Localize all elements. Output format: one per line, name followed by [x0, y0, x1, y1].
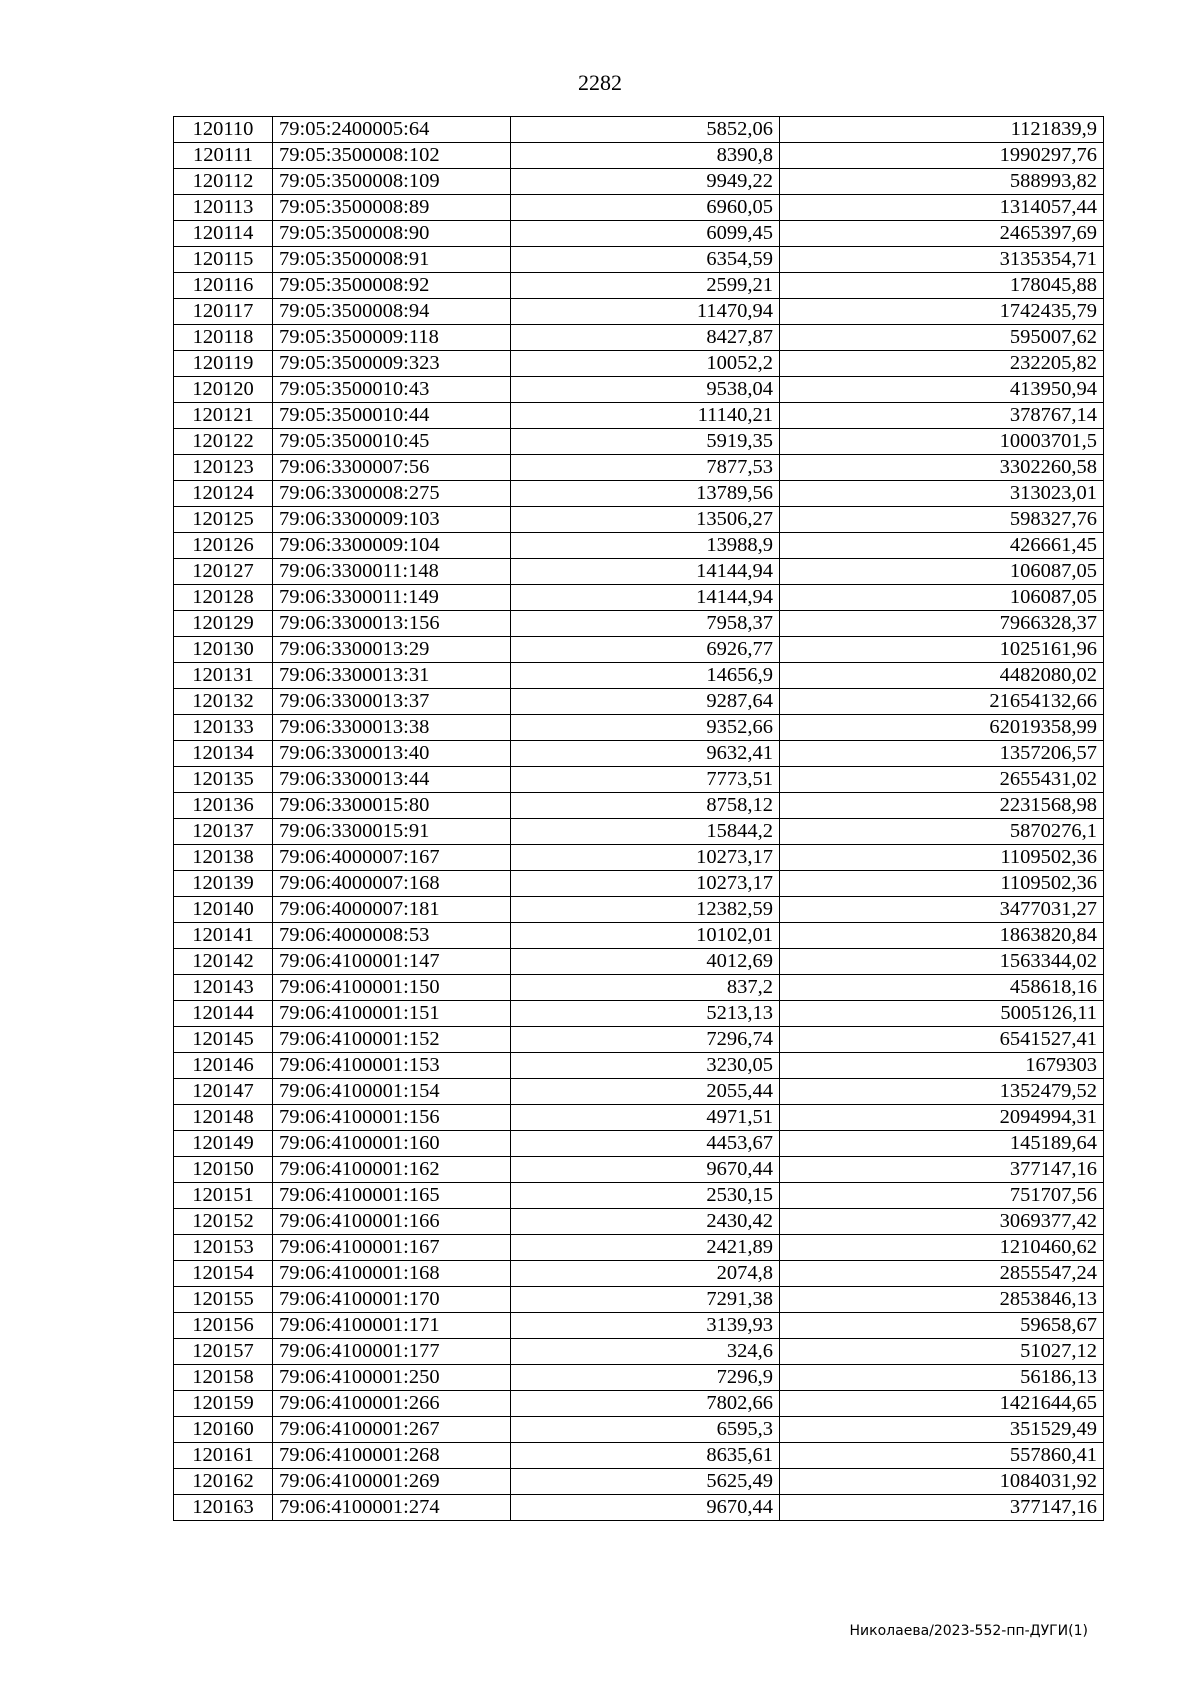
value-cell: 1121839,9 [780, 117, 1104, 143]
table-row [174, 663, 1104, 689]
cadastral-number-cell: 79:06:4100001:160 [273, 1131, 511, 1157]
value-cell: 1025161,96 [780, 637, 1104, 663]
cadastral-number-cell: 79:05:3500009:323 [273, 351, 511, 377]
row-number-cell: 120138 [174, 845, 273, 871]
area-cell: 2055,44 [511, 1079, 780, 1105]
cadastral-number-cell: 79:05:3500008:89 [273, 195, 511, 221]
table-row [174, 585, 1104, 611]
value-cell: 2094994,31 [780, 1105, 1104, 1131]
row-number-cell: 120158 [174, 1365, 273, 1391]
table-row [174, 1209, 1104, 1235]
table-row [174, 689, 1104, 715]
cadastral-number-cell: 79:06:3300007:56 [273, 455, 511, 481]
value-cell: 1109502,36 [780, 871, 1104, 897]
table-row [174, 1235, 1104, 1261]
cadastral-number-cell: 79:06:3300008:275 [273, 481, 511, 507]
row-number-cell: 120116 [174, 273, 273, 299]
area-cell: 11140,21 [511, 403, 780, 429]
table-row [174, 1079, 1104, 1105]
row-number-cell: 120111 [174, 143, 273, 169]
area-cell: 8758,12 [511, 793, 780, 819]
table-row [174, 1053, 1104, 1079]
table-row [174, 715, 1104, 741]
row-number-cell: 120128 [174, 585, 273, 611]
table-row [174, 1495, 1104, 1521]
cadastral-number-cell: 79:05:3500009:118 [273, 325, 511, 351]
row-number-cell: 120151 [174, 1183, 273, 1209]
table-row [174, 481, 1104, 507]
area-cell: 6960,05 [511, 195, 780, 221]
value-cell: 2855547,24 [780, 1261, 1104, 1287]
value-cell: 426661,45 [780, 533, 1104, 559]
table-row [174, 429, 1104, 455]
value-cell: 751707,56 [780, 1183, 1104, 1209]
table-body [174, 117, 1104, 1521]
row-number-cell: 120150 [174, 1157, 273, 1183]
row-number-cell: 120132 [174, 689, 273, 715]
table-row [174, 741, 1104, 767]
value-cell: 106087,05 [780, 559, 1104, 585]
table-row [174, 871, 1104, 897]
area-cell: 10102,01 [511, 923, 780, 949]
value-cell: 1742435,79 [780, 299, 1104, 325]
area-cell: 8635,61 [511, 1443, 780, 1469]
table-row [174, 637, 1104, 663]
cadastral-number-cell: 79:06:4000007:181 [273, 897, 511, 923]
area-cell: 7773,51 [511, 767, 780, 793]
row-number-cell: 120155 [174, 1287, 273, 1313]
row-number-cell: 120156 [174, 1313, 273, 1339]
area-cell: 7296,9 [511, 1365, 780, 1391]
value-cell: 1210460,62 [780, 1235, 1104, 1261]
table-row [174, 533, 1104, 559]
cadastral-number-cell: 79:05:3500010:43 [273, 377, 511, 403]
area-cell: 7802,66 [511, 1391, 780, 1417]
value-cell: 5005126,11 [780, 1001, 1104, 1027]
page-number: 2282 [578, 70, 622, 95]
row-number-cell: 120133 [174, 715, 273, 741]
footer-reference: Николаева/2023-552-пп-ДУГИ(1) [849, 1623, 1088, 1639]
table-row [174, 507, 1104, 533]
row-number-cell: 120163 [174, 1495, 273, 1521]
value-cell: 2853846,13 [780, 1287, 1104, 1313]
table-row [174, 949, 1104, 975]
table-row [174, 1261, 1104, 1287]
value-cell: 2465397,69 [780, 221, 1104, 247]
row-number-cell: 120120 [174, 377, 273, 403]
value-cell: 7966328,37 [780, 611, 1104, 637]
value-cell: 313023,01 [780, 481, 1104, 507]
area-cell: 6354,59 [511, 247, 780, 273]
cadastral-number-cell: 79:06:4100001:147 [273, 949, 511, 975]
table-row [174, 1339, 1104, 1365]
cadastral-number-cell: 79:06:4100001:266 [273, 1391, 511, 1417]
value-cell: 3135354,71 [780, 247, 1104, 273]
value-cell: 59658,67 [780, 1313, 1104, 1339]
table-row [174, 403, 1104, 429]
row-number-cell: 120112 [174, 169, 273, 195]
value-cell: 1990297,76 [780, 143, 1104, 169]
row-number-cell: 120135 [174, 767, 273, 793]
cadastral-number-cell: 79:06:4100001:151 [273, 1001, 511, 1027]
area-cell: 7296,74 [511, 1027, 780, 1053]
value-cell: 56186,13 [780, 1365, 1104, 1391]
cadastral-number-cell: 79:06:4100001:268 [273, 1443, 511, 1469]
cadastral-number-cell: 79:06:3300009:104 [273, 533, 511, 559]
row-number-cell: 120134 [174, 741, 273, 767]
table-row [174, 793, 1104, 819]
table-row [174, 195, 1104, 221]
table-row [174, 169, 1104, 195]
cadastral-number-cell: 79:06:4100001:150 [273, 975, 511, 1001]
cadastral-number-cell: 79:06:4100001:267 [273, 1417, 511, 1443]
area-cell: 4971,51 [511, 1105, 780, 1131]
row-number-cell: 120147 [174, 1079, 273, 1105]
area-cell: 7877,53 [511, 455, 780, 481]
table-row [174, 559, 1104, 585]
value-cell: 1109502,36 [780, 845, 1104, 871]
area-cell: 4012,69 [511, 949, 780, 975]
value-cell: 1352479,52 [780, 1079, 1104, 1105]
table-row [174, 1417, 1104, 1443]
row-number-cell: 120117 [174, 299, 273, 325]
area-cell: 7958,37 [511, 611, 780, 637]
row-number-cell: 120159 [174, 1391, 273, 1417]
area-cell: 6926,77 [511, 637, 780, 663]
area-cell: 6595,3 [511, 1417, 780, 1443]
row-number-cell: 120161 [174, 1443, 273, 1469]
data-table [173, 116, 1104, 1521]
cadastral-number-cell: 79:06:3300015:80 [273, 793, 511, 819]
cadastral-number-cell: 79:05:3500010:45 [273, 429, 511, 455]
area-cell: 837,2 [511, 975, 780, 1001]
value-cell: 62019358,99 [780, 715, 1104, 741]
cadastral-number-cell: 79:06:4100001:154 [273, 1079, 511, 1105]
row-number-cell: 120110 [174, 117, 273, 143]
table-row [174, 767, 1104, 793]
cadastral-number-cell: 79:05:3500008:92 [273, 273, 511, 299]
area-cell: 11470,94 [511, 299, 780, 325]
value-cell: 4482080,02 [780, 663, 1104, 689]
value-cell: 3302260,58 [780, 455, 1104, 481]
row-number-cell: 120115 [174, 247, 273, 273]
value-cell: 178045,88 [780, 273, 1104, 299]
value-cell: 378767,14 [780, 403, 1104, 429]
cadastral-number-cell: 79:06:4100001:250 [273, 1365, 511, 1391]
row-number-cell: 120144 [174, 1001, 273, 1027]
table-row [174, 117, 1104, 143]
cadastral-number-cell: 79:05:3500008:94 [273, 299, 511, 325]
cadastral-number-cell: 79:06:4100001:162 [273, 1157, 511, 1183]
value-cell: 145189,64 [780, 1131, 1104, 1157]
row-number-cell: 120145 [174, 1027, 273, 1053]
row-number-cell: 120121 [174, 403, 273, 429]
row-number-cell: 120136 [174, 793, 273, 819]
cadastral-number-cell: 79:06:4100001:152 [273, 1027, 511, 1053]
cadastral-number-cell: 79:06:4100001:153 [273, 1053, 511, 1079]
row-number-cell: 120130 [174, 637, 273, 663]
table-row [174, 247, 1104, 273]
area-cell: 2074,8 [511, 1261, 780, 1287]
cadastral-number-cell: 79:06:3300013:156 [273, 611, 511, 637]
cadastral-number-cell: 79:06:4100001:167 [273, 1235, 511, 1261]
cadastral-number-cell: 79:06:3300013:37 [273, 689, 511, 715]
area-cell: 9287,64 [511, 689, 780, 715]
table-row [174, 273, 1104, 299]
area-cell: 15844,2 [511, 819, 780, 845]
value-cell: 1357206,57 [780, 741, 1104, 767]
cadastral-number-cell: 79:06:3300013:44 [273, 767, 511, 793]
value-cell: 21654132,66 [780, 689, 1104, 715]
table-row [174, 1183, 1104, 1209]
value-cell: 351529,49 [780, 1417, 1104, 1443]
value-cell: 1314057,44 [780, 195, 1104, 221]
cadastral-number-cell: 79:05:3500008:109 [273, 169, 511, 195]
value-cell: 51027,12 [780, 1339, 1104, 1365]
table-row [174, 1391, 1104, 1417]
table-row [174, 611, 1104, 637]
table-row [174, 1131, 1104, 1157]
table-row [174, 1287, 1104, 1313]
cadastral-number-cell: 79:06:4100001:166 [273, 1209, 511, 1235]
value-cell: 557860,41 [780, 1443, 1104, 1469]
area-cell: 3230,05 [511, 1053, 780, 1079]
value-cell: 10003701,5 [780, 429, 1104, 455]
value-cell: 3069377,42 [780, 1209, 1104, 1235]
value-cell: 1084031,92 [780, 1469, 1104, 1495]
area-cell: 9352,66 [511, 715, 780, 741]
value-cell: 413950,94 [780, 377, 1104, 403]
table-row [174, 325, 1104, 351]
area-cell: 2530,15 [511, 1183, 780, 1209]
area-cell: 2599,21 [511, 273, 780, 299]
area-cell: 9670,44 [511, 1495, 780, 1521]
area-cell: 3139,93 [511, 1313, 780, 1339]
cadastral-number-cell: 79:06:4100001:165 [273, 1183, 511, 1209]
cadastral-number-cell: 79:06:4000007:167 [273, 845, 511, 871]
row-number-cell: 120162 [174, 1469, 273, 1495]
area-cell: 6099,45 [511, 221, 780, 247]
value-cell: 377147,16 [780, 1157, 1104, 1183]
area-cell: 10273,17 [511, 845, 780, 871]
cadastral-number-cell: 79:06:4000008:53 [273, 923, 511, 949]
table-row [174, 1365, 1104, 1391]
table-row [174, 377, 1104, 403]
area-cell: 13506,27 [511, 507, 780, 533]
row-number-cell: 120123 [174, 455, 273, 481]
table-row [174, 143, 1104, 169]
value-cell: 2655431,02 [780, 767, 1104, 793]
row-number-cell: 120153 [174, 1235, 273, 1261]
row-number-cell: 120148 [174, 1105, 273, 1131]
area-cell: 10273,17 [511, 871, 780, 897]
table-row [174, 975, 1104, 1001]
table-row [174, 923, 1104, 949]
row-number-cell: 120118 [174, 325, 273, 351]
value-cell: 595007,62 [780, 325, 1104, 351]
table-row [174, 1105, 1104, 1131]
value-cell: 232205,82 [780, 351, 1104, 377]
row-number-cell: 120119 [174, 351, 273, 377]
area-cell: 9949,22 [511, 169, 780, 195]
row-number-cell: 120137 [174, 819, 273, 845]
cadastral-number-cell: 79:05:3500008:102 [273, 143, 511, 169]
cadastral-number-cell: 79:06:3300013:38 [273, 715, 511, 741]
row-number-cell: 120141 [174, 923, 273, 949]
cadastral-number-cell: 79:06:3300011:148 [273, 559, 511, 585]
area-cell: 9670,44 [511, 1157, 780, 1183]
cadastral-number-cell: 79:05:3500008:90 [273, 221, 511, 247]
area-cell: 14144,94 [511, 559, 780, 585]
row-number-cell: 120131 [174, 663, 273, 689]
row-number-cell: 120124 [174, 481, 273, 507]
area-cell: 324,6 [511, 1339, 780, 1365]
area-cell: 5213,13 [511, 1001, 780, 1027]
value-cell: 5870276,1 [780, 819, 1104, 845]
value-cell: 1679303 [780, 1053, 1104, 1079]
cadastral-number-cell: 79:06:3300009:103 [273, 507, 511, 533]
value-cell: 598327,76 [780, 507, 1104, 533]
table-row [174, 897, 1104, 923]
area-cell: 9632,41 [511, 741, 780, 767]
area-cell: 8427,87 [511, 325, 780, 351]
value-cell: 377147,16 [780, 1495, 1104, 1521]
cadastral-number-cell: 79:06:4100001:156 [273, 1105, 511, 1131]
row-number-cell: 120160 [174, 1417, 273, 1443]
area-cell: 4453,67 [511, 1131, 780, 1157]
value-cell: 1563344,02 [780, 949, 1104, 975]
cadastral-number-cell: 79:05:2400005:64 [273, 117, 511, 143]
row-number-cell: 120152 [174, 1209, 273, 1235]
table-row [174, 1469, 1104, 1495]
cadastral-number-cell: 79:06:4100001:177 [273, 1339, 511, 1365]
table-row [174, 1001, 1104, 1027]
cadastral-number-cell: 79:06:4100001:170 [273, 1287, 511, 1313]
row-number-cell: 120126 [174, 533, 273, 559]
cadastral-number-cell: 79:06:3300015:91 [273, 819, 511, 845]
value-cell: 2231568,98 [780, 793, 1104, 819]
area-cell: 14144,94 [511, 585, 780, 611]
value-cell: 6541527,41 [780, 1027, 1104, 1053]
table-row [174, 1157, 1104, 1183]
cadastral-number-cell: 79:06:3300013:31 [273, 663, 511, 689]
table-row [174, 299, 1104, 325]
row-number-cell: 120125 [174, 507, 273, 533]
cadastral-number-cell: 79:06:4000007:168 [273, 871, 511, 897]
area-cell: 12382,59 [511, 897, 780, 923]
area-cell: 14656,9 [511, 663, 780, 689]
cadastral-number-cell: 79:06:3300013:40 [273, 741, 511, 767]
cadastral-number-cell: 79:05:3500010:44 [273, 403, 511, 429]
cadastral-number-cell: 79:06:4100001:269 [273, 1469, 511, 1495]
area-cell: 8390,8 [511, 143, 780, 169]
row-number-cell: 120129 [174, 611, 273, 637]
cadastral-number-cell: 79:06:3300013:29 [273, 637, 511, 663]
area-cell: 13988,9 [511, 533, 780, 559]
value-cell: 106087,05 [780, 585, 1104, 611]
table-row [174, 221, 1104, 247]
cadastral-number-cell: 79:06:3300011:149 [273, 585, 511, 611]
table-row [174, 351, 1104, 377]
row-number-cell: 120122 [174, 429, 273, 455]
area-cell: 2421,89 [511, 1235, 780, 1261]
value-cell: 3477031,27 [780, 897, 1104, 923]
row-number-cell: 120149 [174, 1131, 273, 1157]
row-number-cell: 120113 [174, 195, 273, 221]
value-cell: 1863820,84 [780, 923, 1104, 949]
row-number-cell: 120146 [174, 1053, 273, 1079]
row-number-cell: 120143 [174, 975, 273, 1001]
table-row [174, 1027, 1104, 1053]
cadastral-number-cell: 79:06:4100001:274 [273, 1495, 511, 1521]
value-cell: 1421644,65 [780, 1391, 1104, 1417]
area-cell: 5919,35 [511, 429, 780, 455]
row-number-cell: 120154 [174, 1261, 273, 1287]
area-cell: 10052,2 [511, 351, 780, 377]
table-row [174, 845, 1104, 871]
area-cell: 13789,56 [511, 481, 780, 507]
area-cell: 5625,49 [511, 1469, 780, 1495]
cadastral-number-cell: 79:06:4100001:171 [273, 1313, 511, 1339]
row-number-cell: 120114 [174, 221, 273, 247]
cadastral-number-cell: 79:06:4100001:168 [273, 1261, 511, 1287]
row-number-cell: 120142 [174, 949, 273, 975]
row-number-cell: 120140 [174, 897, 273, 923]
row-number-cell: 120157 [174, 1339, 273, 1365]
area-cell: 9538,04 [511, 377, 780, 403]
area-cell: 2430,42 [511, 1209, 780, 1235]
cadastral-number-cell: 79:05:3500008:91 [273, 247, 511, 273]
table-row [174, 1313, 1104, 1339]
table-row [174, 1443, 1104, 1469]
value-cell: 458618,16 [780, 975, 1104, 1001]
area-cell: 7291,38 [511, 1287, 780, 1313]
value-cell: 588993,82 [780, 169, 1104, 195]
row-number-cell: 120139 [174, 871, 273, 897]
area-cell: 5852,06 [511, 117, 780, 143]
table-row [174, 819, 1104, 845]
row-number-cell: 120127 [174, 559, 273, 585]
table-row [174, 455, 1104, 481]
